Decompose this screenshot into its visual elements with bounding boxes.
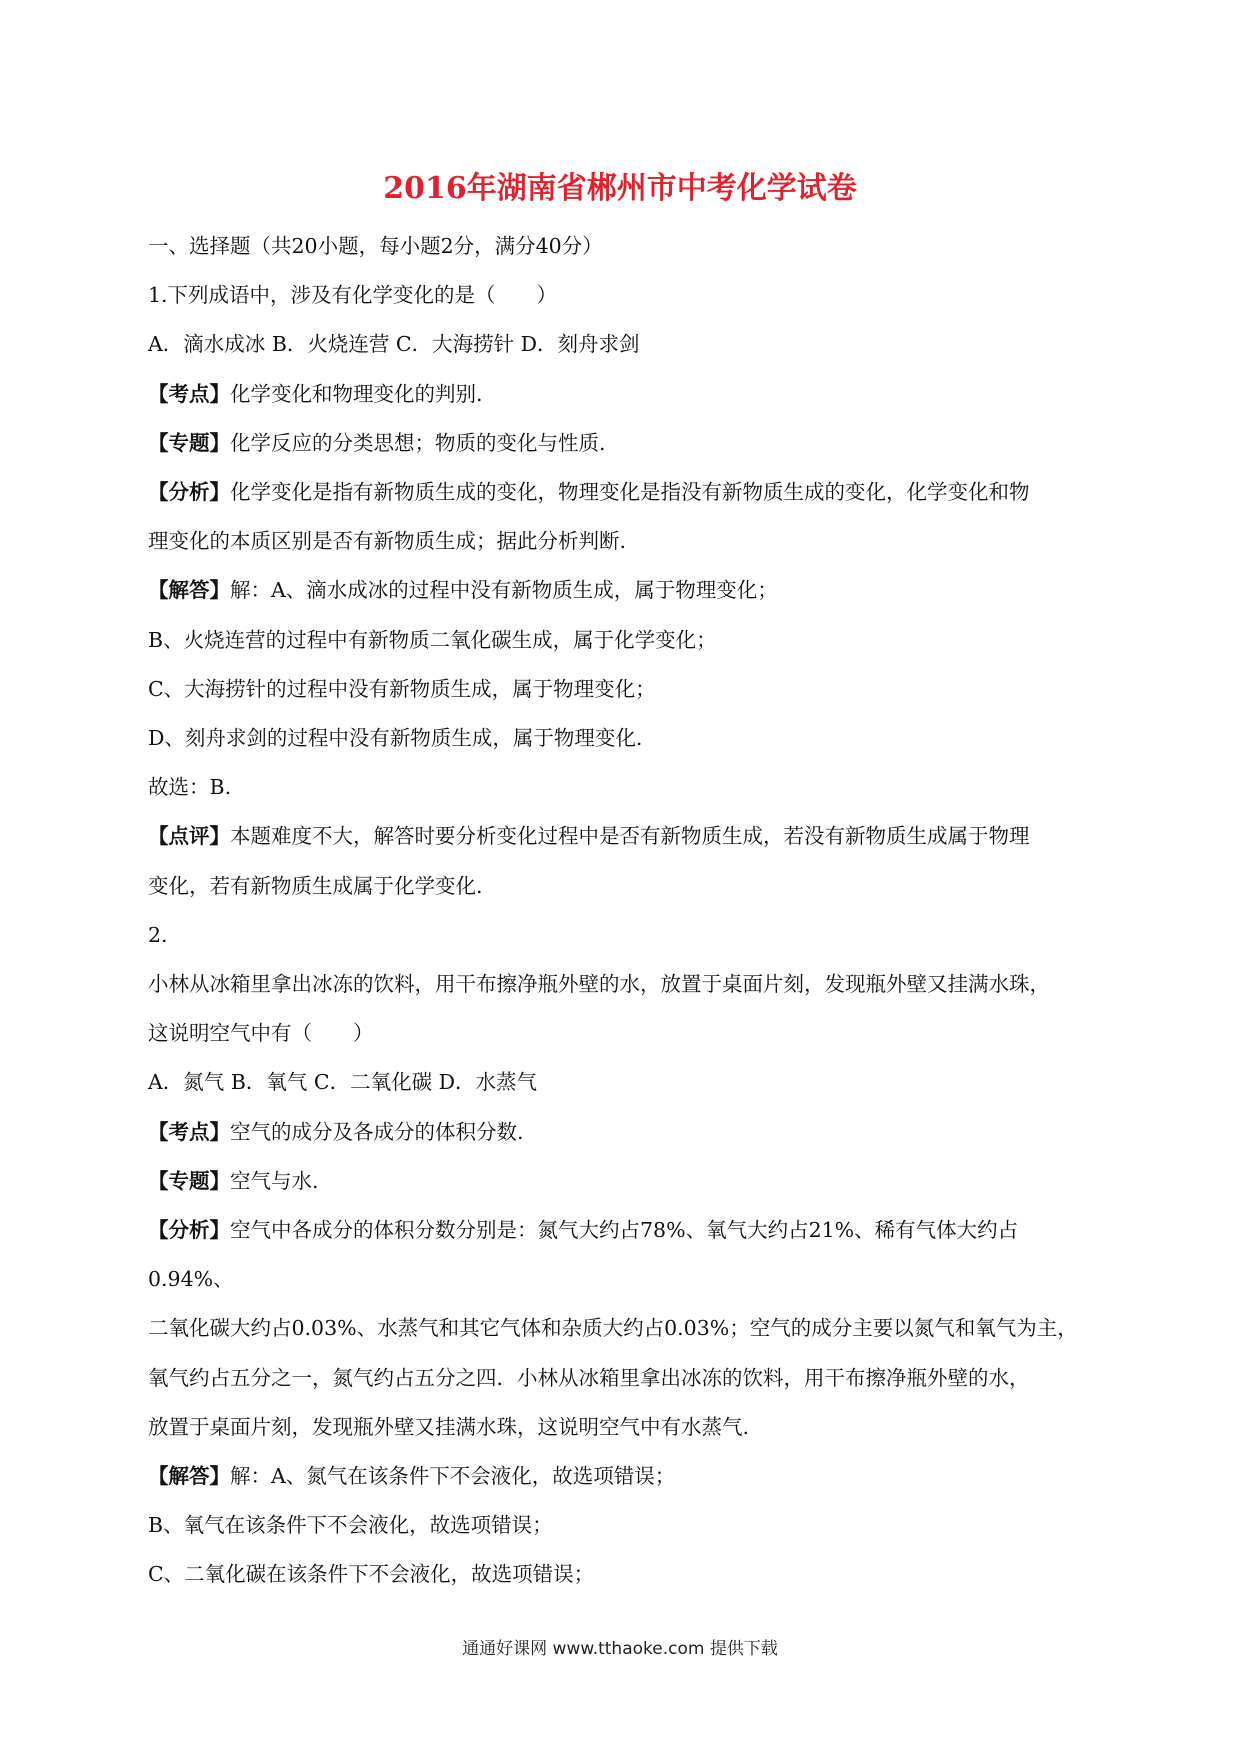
q1-fenxi-cont: 理变化的本质区别是否有新物质生成；据此分析判断. bbox=[148, 529, 627, 554]
q2-fenxi-2: 二氧化碳大约占0.03%、水蒸气和其它气体和杂质大约占0.03%；空气的成分主要以氮气和氧气为主， bbox=[148, 1316, 1078, 1341]
kaodian-tag: 【考点】 bbox=[148, 381, 230, 406]
q2-kaodian bbox=[148, 1108, 1096, 1157]
kaodian-tag: 【考点】 bbox=[148, 1119, 230, 1144]
q1-jieda-d: D、刻舟求剑的过程中没有新物质生成，属于物理变化. bbox=[148, 726, 643, 751]
zhuanti-text: 空气与水. bbox=[230, 1168, 319, 1193]
q1-kaodian bbox=[148, 370, 1096, 419]
jieda-tag: 【解答】 bbox=[148, 1464, 230, 1489]
zhuanti-tag: 【专题】 bbox=[148, 430, 230, 455]
page-footer: 通通好课网 www.tthaoke.com 提供下载 bbox=[462, 1639, 778, 1659]
q2-question-1: 小林从冰箱里拿出冰冻的饮料，用干布擦净瓶外壁的水，放置于桌面片刻，发现瓶外壁又挂满水珠， bbox=[148, 972, 1050, 997]
q1-fenxi bbox=[148, 468, 1096, 517]
zhuanti-text: 化学反应的分类思想；物质的变化与性质. bbox=[230, 430, 606, 455]
q2-fenxi-3: 氧气约占五分之一，氮气约占五分之四．小林从冰箱里拿出冰冻的饮料，用干布擦净瓶外壁的水， bbox=[148, 1365, 1030, 1390]
q1-question: 1.下列成语中，涉及有化学变化的是（ ） bbox=[148, 283, 558, 308]
dianping-text-1: 本题难度不大，解答时要分析变化过程中是否有新物质生成，若没有新物质生成属于物理 bbox=[230, 824, 1030, 849]
document-body bbox=[148, 222, 1096, 1600]
kaodian-text: 空气的成分及各成分的体积分数. bbox=[230, 1119, 524, 1144]
q1-answer: 故选：B. bbox=[148, 775, 232, 800]
q1-options: A．滴水成冰 B．火烧连营 C．大海捞针 D．刻舟求剑 bbox=[148, 332, 640, 357]
q2-zhuanti bbox=[148, 1157, 1096, 1206]
q1-jieda-c: C、大海捞针的过程中没有新物质生成，属于物理变化； bbox=[148, 676, 656, 701]
q2-fenxi-4: 放置于桌面片刻，发现瓶外壁又挂满水珠，这说明空气中有水蒸气. bbox=[148, 1414, 750, 1439]
q1-jieda bbox=[148, 566, 1096, 615]
q1-dianping bbox=[148, 812, 1096, 861]
dianping-tag: 【点评】 bbox=[148, 824, 230, 849]
q2-jieda bbox=[148, 1452, 1096, 1501]
q1-dianping-cont: 变化，若有新物质生成属于化学变化. bbox=[148, 873, 483, 898]
q2-fenxi bbox=[148, 1206, 1096, 1304]
zhuanti-tag: 【专题】 bbox=[148, 1168, 230, 1193]
kaodian-text: 化学变化和物理变化的判别. bbox=[230, 381, 483, 406]
page-title: 2016年湖南省郴州市中考化学试卷 bbox=[383, 171, 857, 206]
fenxi-text-1: 化学变化是指有新物质生成的变化，物理变化是指没有新物质生成的变化，化学变化和物 bbox=[230, 480, 1030, 505]
q2-number: 2. bbox=[148, 922, 168, 947]
jieda-tag: 【解答】 bbox=[148, 578, 230, 603]
fenxi-tag: 【分析】 bbox=[148, 480, 230, 505]
q2-jieda-c: C、二氧化碳在该条件下不会液化，故选项错误； bbox=[148, 1562, 595, 1587]
q1-zhuanti bbox=[148, 419, 1096, 468]
jieda-text-1: 解：A、滴水成冰的过程中没有新物质生成，属于物理变化； bbox=[230, 578, 778, 603]
q1-jieda-b: B、火烧连营的过程中有新物质二氧化碳生成，属于化学变化； bbox=[148, 627, 717, 652]
q2-question-2: 这说明空气中有（ ） bbox=[148, 1021, 374, 1046]
fenxi-text-1: 空气中各成分的体积分数分别是：氮气大约占78%、氧气大约占21%、稀有气体大约占0.94%、 bbox=[148, 1218, 1019, 1292]
q2-jieda-b: B、氧气在该条件下不会液化，故选项错误； bbox=[148, 1513, 553, 1538]
section-heading: 一、选择题（共20小题，每小题2分，满分40分） bbox=[148, 234, 603, 258]
q2-options: A．氮气 B．氧气 C．二氧化碳 D．水蒸气 bbox=[148, 1070, 538, 1095]
fenxi-tag: 【分析】 bbox=[148, 1218, 230, 1243]
jieda-text-1: 解：A、氮气在该条件下不会液化，故选项错误； bbox=[230, 1464, 676, 1489]
